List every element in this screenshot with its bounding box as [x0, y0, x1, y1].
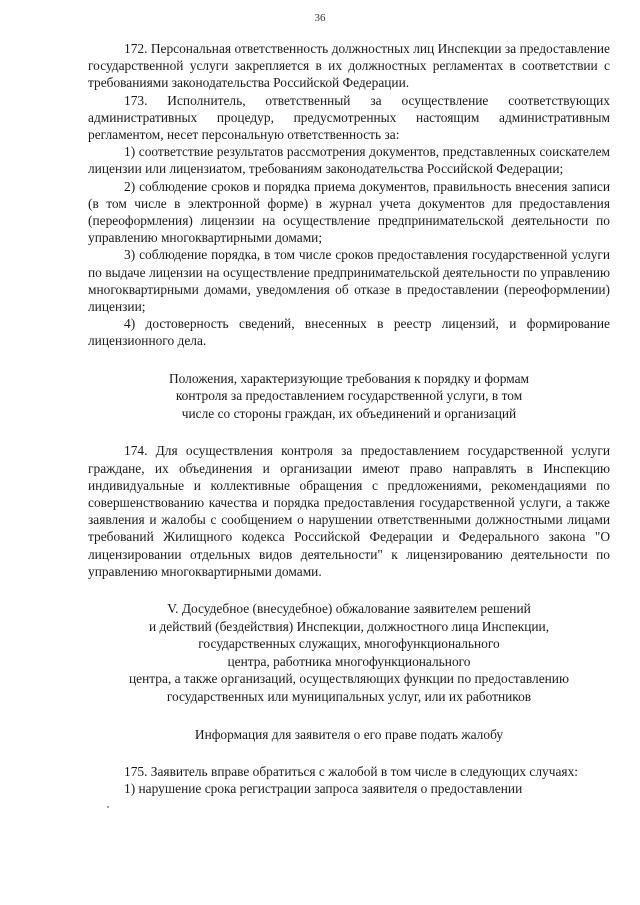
list-item-175-1: 1) нарушение срока регистрации запроса заявителя о предоставлении — [124, 781, 523, 797]
heading-line: центра, работника многофункционального — [227, 653, 471, 669]
heading-line: V. Досудебное (внесудебное) обжалование заявителем решений — [167, 601, 531, 617]
scan-speck — [107, 806, 109, 808]
heading-line: центра, а также организаций, осуществляющих функции по предоставлению — [129, 671, 569, 687]
list-item-173-3: 3) соблюдение порядка, в том числе сроков предоставления государственной услуги по выдаче лицензии на осуществление предпринимательской деятельности по управлению многоквартирными домами, уведомления об отказе в предоставлении (переоформлении) лицензии; — [88, 247, 610, 315]
heading-line: контроля за предоставлением государственной услуги, в том — [175, 388, 523, 404]
list-item-173-1: 1) соответствие результатов рассмотрения документов, представленных соискателем лицензии или лицензиатом, требованиям законодательства Российской Федерации; — [88, 144, 610, 177]
paragraph-175: 175. Заявитель вправе обратиться с жалобой в том числе в следующих случаях: — [124, 764, 578, 780]
heading-line: государственных служащих, многофункционального — [198, 636, 500, 652]
paragraph-174: 174. Для осуществления контроля за предоставлением государственной услуги граждане, их объединения и организации имеют право направлять в Инспекцию индивидуальные и коллективные обращения с предложениями, рекомендациями по совершенствованию качества и порядка предоставления государственной услуги, а также заявления и жалобы с сообщением о нарушении ответственными должностными лицами требований Жилищного кодекса Российской Федерации и Федерального закона "О лицензировании отдельных видов деятельности" к лицензированию деятельности по управлению многоквартирными домами. — [88, 443, 610, 579]
heading-line: Информация для заявителя о его праве подать жалобу — [194, 726, 504, 742]
section-heading-v — [88, 600, 610, 706]
list-item-173-4: 4) достоверность сведений, внесенных в реестр лицензий, и формирование лицензионного дела. — [88, 316, 610, 349]
section-heading-info — [88, 726, 610, 744]
heading-line: и действий (бездействия) Инспекции, должностного лица Инспекции, — [148, 618, 550, 634]
heading-line: Положения, характеризующие требования к порядку и формам — [168, 370, 529, 386]
section-heading-control — [88, 370, 610, 423]
heading-line: государственных или муниципальных услуг, или их работников — [166, 689, 532, 705]
page-number: 36 — [314, 12, 326, 24]
paragraph-173: 173. Исполнитель, ответственный за осуществление соответствующих административных процедур, предусмотренных настоящим административным регламентом, несет персональную ответственность за: — [88, 92, 610, 143]
paragraph-172: 172. Персональная ответственность должностных лиц Инспекции за предоставление государственной услуги закрепляется в их должностных регламентах в соответствии с требованиями законодательства Российской Федерации. — [88, 41, 610, 91]
list-item-173-2: 2) соблюдение сроков и порядка приема документов, правильность внесения записи (в том числе в электронной форме) в журнал учета документов для предоставления (переоформления) лицензии на осуществление предпринимательской деятельности по управлению многоквартирными домами; — [88, 178, 610, 246]
document-body — [88, 40, 610, 798]
heading-line: числе со стороны граждан, их объединений и организаций — [181, 405, 517, 421]
